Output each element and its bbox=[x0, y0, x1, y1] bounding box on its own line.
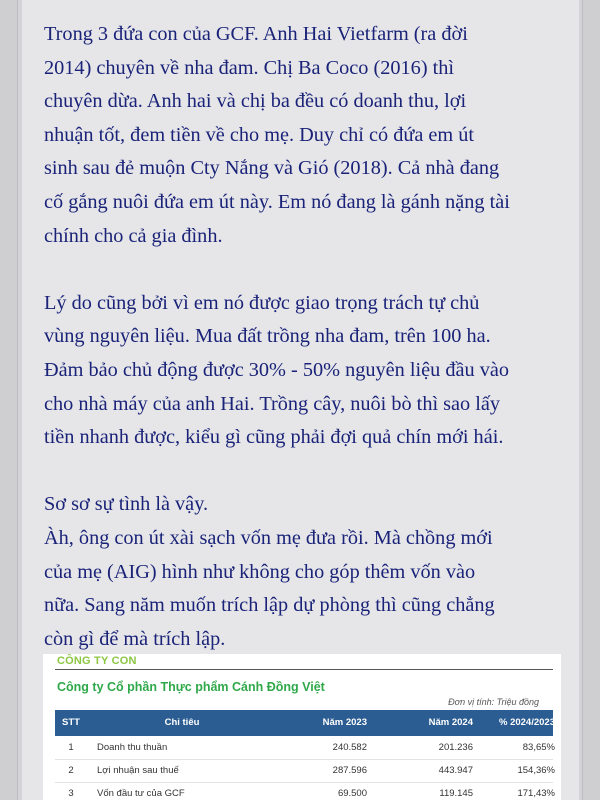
header-stt: STT bbox=[62, 717, 80, 728]
table-row bbox=[55, 737, 553, 760]
paragraph-1: Trong 3 đứa con của GCF. Anh Hai Vietfarm (ra đời 2014) chuyên về nha đam. Chị Ba Coco (2016) thì chuyên dừa. Anh hai và chị ba đều có doanh thu, lợi nhuận tốt, đem tiền về cho mẹ. Duy chỉ có đứa em út sinh sau đẻ muộn Cty Nắng và Gió (2018). Cả nhà đang cố gắng nuôi đứa em út này. Em nó đang là gánh nặng tài chính cho cả gia đình. bbox=[44, 23, 510, 247]
row-2024: 201.236 bbox=[438, 742, 473, 753]
divider bbox=[55, 669, 553, 670]
post-text bbox=[44, 18, 564, 656]
row-stt: 2 bbox=[68, 765, 74, 776]
row-name: Doanh thu thuần bbox=[97, 742, 168, 753]
table-header bbox=[55, 710, 553, 736]
paragraph-3: Sơ sơ sự tình là vậy. Àh, ông con út xài sạch vốn mẹ đưa rồi. Mà chồng mới của mẹ (AIG) hình như không cho góp thêm vốn vào nữa. Sang năm muốn trích lập dự phòng thì cũng chẳng còn gì để mà trích lập. bbox=[44, 493, 495, 650]
row-ratio: 154,36% bbox=[517, 765, 555, 776]
right-margin bbox=[582, 0, 600, 800]
row-name: Vốn đầu tư của GCF bbox=[97, 788, 185, 799]
row-2024: 119.145 bbox=[439, 788, 473, 799]
unit-note: Đơn vị tính: Triệu đồng bbox=[448, 697, 539, 707]
row-stt: 3 bbox=[68, 788, 74, 799]
company-name: Công ty Cổ phần Thực phẩm Cánh Đồng Việt bbox=[57, 680, 325, 694]
section-label: CÔNG TY CON bbox=[57, 655, 137, 667]
header-ratio: % 2024/2023 bbox=[499, 717, 555, 728]
left-margin bbox=[0, 0, 18, 800]
row-2024: 443.947 bbox=[438, 765, 473, 776]
row-2023: 69.500 bbox=[337, 788, 367, 799]
header-indicator: Chỉ tiêu bbox=[164, 717, 200, 728]
header-2023: Năm 2023 bbox=[322, 717, 367, 728]
row-2023: 287.596 bbox=[332, 765, 367, 776]
post-body bbox=[22, 0, 579, 800]
paragraph-2: Lý do cũng bởi vì em nó được giao trọng trách tự chủ vùng nguyên liệu. Mua đất trồng nha đam, trên 100 ha. Đảm bảo chủ động được 30% - 50% nguyên liệu đầu vào cho nhà máy của anh Hai. Trồng cây, nuôi bò thì sao lấy tiền nhanh được, kiểu gì cũng phải đợi quả chín mới hái. bbox=[44, 291, 509, 449]
header-2024: Năm 2024 bbox=[428, 717, 473, 728]
row-stt: 1 bbox=[68, 742, 74, 753]
table-row bbox=[55, 760, 553, 783]
row-2023: 240.582 bbox=[332, 742, 367, 753]
table-row bbox=[55, 783, 553, 800]
row-name: Lợi nhuận sau thuế bbox=[97, 765, 179, 776]
subsidiary-table-image bbox=[43, 654, 561, 800]
row-ratio: 171,43% bbox=[517, 788, 555, 799]
row-ratio: 83,65% bbox=[522, 742, 555, 753]
